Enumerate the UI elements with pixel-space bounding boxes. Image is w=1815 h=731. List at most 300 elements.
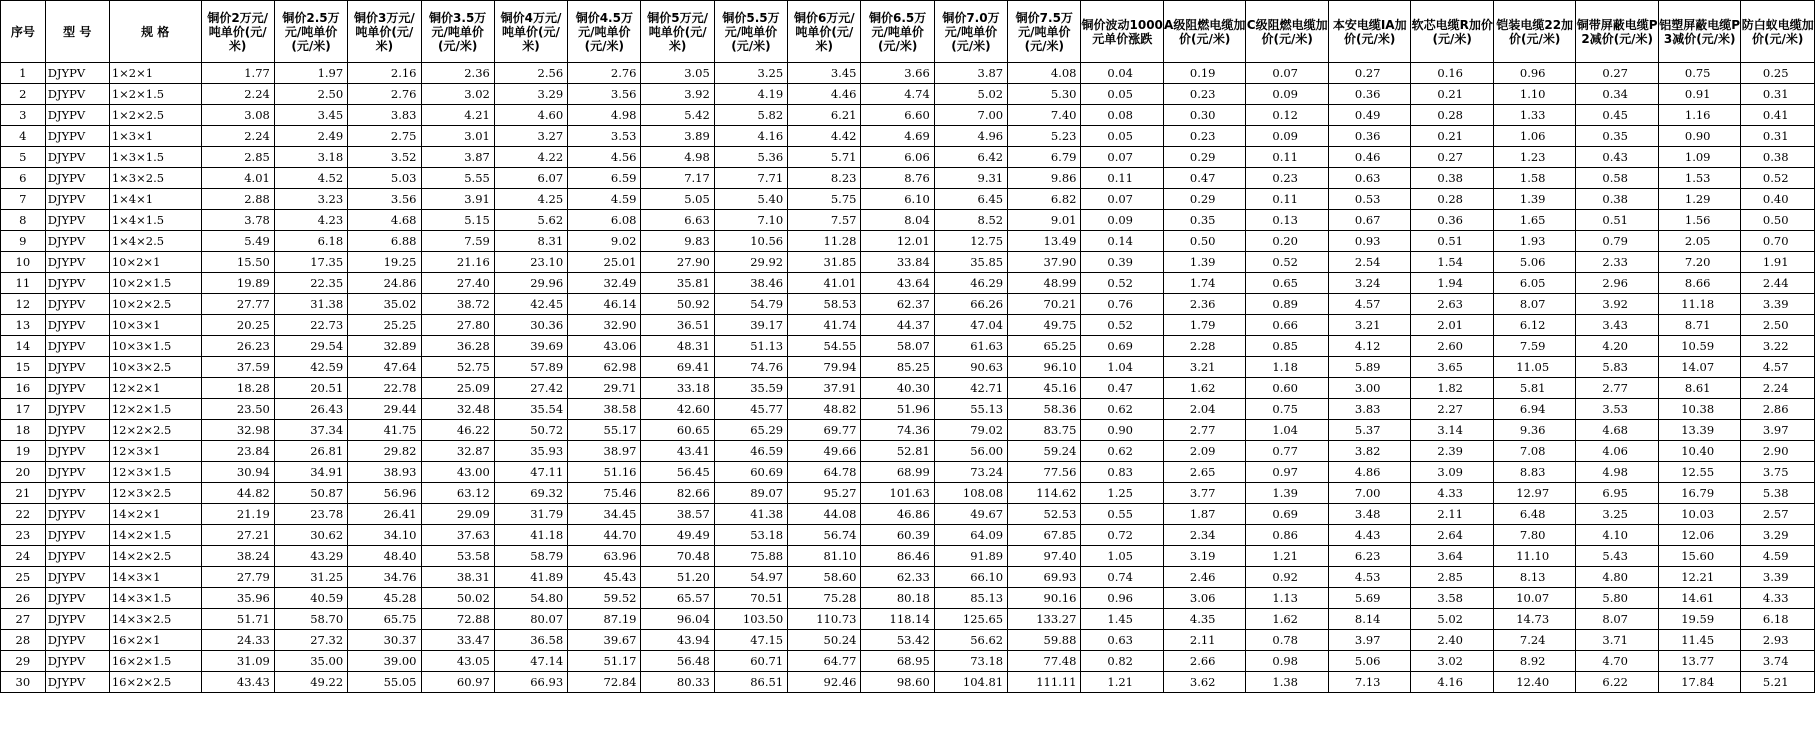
- table-cell: 68.95: [861, 651, 934, 672]
- table-row: [1, 588, 1815, 609]
- table-cell: 2.36: [1163, 294, 1246, 315]
- table-cell: 0.63: [1081, 630, 1164, 651]
- table-cell: 90.16: [1008, 588, 1081, 609]
- table-cell: 0.41: [1741, 105, 1815, 126]
- table-row: [1, 189, 1815, 210]
- table-cell: 27.80: [421, 315, 494, 336]
- table-cell: 55.05: [348, 672, 421, 693]
- table-cell: 3.58: [1411, 588, 1494, 609]
- table-cell: 44.70: [568, 525, 641, 546]
- table-cell: 15.50: [201, 252, 274, 273]
- table-cell: 17.35: [274, 252, 347, 273]
- table-cell: 0.35: [1576, 126, 1659, 147]
- table-cell: 19.59: [1658, 609, 1741, 630]
- table-cell: 1.54: [1411, 252, 1494, 273]
- table-cell: 33.84: [861, 252, 934, 273]
- table-cell: 3.01: [421, 126, 494, 147]
- table-cell: 0.79: [1576, 231, 1659, 252]
- model-cell: DJYPV: [45, 441, 109, 462]
- table-cell: 3.97: [1741, 420, 1815, 441]
- table-cell: 41.38: [714, 504, 787, 525]
- table-cell: 14.73: [1493, 609, 1576, 630]
- table-cell: 26.23: [201, 336, 274, 357]
- model-cell: DJYPV: [45, 294, 109, 315]
- table-cell: 3.00: [1328, 378, 1411, 399]
- table-row: [1, 105, 1815, 126]
- table-header: [1, 1, 1815, 63]
- spec-cell: 10×2×1.5: [109, 273, 201, 294]
- table-cell: 0.50: [1741, 210, 1815, 231]
- table-cell: 0.16: [1411, 63, 1494, 84]
- table-cell: 0.86: [1246, 525, 1329, 546]
- table-cell: 4.21: [421, 105, 494, 126]
- table-cell: 54.97: [714, 567, 787, 588]
- table-cell: 27.32: [274, 630, 347, 651]
- table-cell: 2.66: [1163, 651, 1246, 672]
- table-cell: 0.52: [1741, 168, 1815, 189]
- table-cell: 2.60: [1411, 336, 1494, 357]
- table-row: [1, 126, 1815, 147]
- table-cell: 1.18: [1246, 357, 1329, 378]
- row-index-cell: 27: [1, 609, 46, 630]
- table-cell: 8.14: [1328, 609, 1411, 630]
- table-cell: 48.31: [641, 336, 714, 357]
- table-cell: 56.00: [934, 441, 1007, 462]
- table-cell: 4.19: [714, 84, 787, 105]
- table-cell: 3.92: [641, 84, 714, 105]
- table-row: [1, 462, 1815, 483]
- table-cell: 7.00: [1328, 483, 1411, 504]
- table-row: [1, 609, 1815, 630]
- table-cell: 6.48: [1493, 504, 1576, 525]
- table-cell: 4.57: [1328, 294, 1411, 315]
- table-cell: 11.28: [788, 231, 861, 252]
- row-index-cell: 15: [1, 357, 46, 378]
- table-cell: 19.89: [201, 273, 274, 294]
- table-cell: 3.87: [934, 63, 1007, 84]
- table-cell: 4.59: [568, 189, 641, 210]
- table-cell: 125.65: [934, 609, 1007, 630]
- table-cell: 36.28: [421, 336, 494, 357]
- table-cell: 39.69: [494, 336, 567, 357]
- table-row: [1, 84, 1815, 105]
- table-cell: 4.68: [1576, 420, 1659, 441]
- table-cell: 0.07: [1246, 63, 1329, 84]
- table-cell: 0.36: [1411, 210, 1494, 231]
- table-cell: 55.13: [934, 399, 1007, 420]
- table-cell: 2.64: [1411, 525, 1494, 546]
- table-cell: 4.16: [714, 126, 787, 147]
- table-cell: 41.89: [494, 567, 567, 588]
- table-cell: 13.39: [1658, 420, 1741, 441]
- row-index-cell: 24: [1, 546, 46, 567]
- table-cell: 39.00: [348, 651, 421, 672]
- table-cell: 3.45: [788, 63, 861, 84]
- table-cell: 40.30: [861, 378, 934, 399]
- table-cell: 10.38: [1658, 399, 1741, 420]
- table-cell: 0.27: [1411, 147, 1494, 168]
- table-cell: 60.65: [641, 420, 714, 441]
- table-cell: 95.27: [788, 483, 861, 504]
- table-cell: 37.90: [1008, 252, 1081, 273]
- table-cell: 2.24: [201, 126, 274, 147]
- table-cell: 52.75: [421, 357, 494, 378]
- table-cell: 0.31: [1741, 84, 1815, 105]
- table-cell: 14.07: [1658, 357, 1741, 378]
- table-cell: 5.82: [714, 105, 787, 126]
- model-cell: DJYPV: [45, 273, 109, 294]
- table-cell: 50.87: [274, 483, 347, 504]
- table-cell: 31.85: [788, 252, 861, 273]
- table-cell: 6.94: [1493, 399, 1576, 420]
- table-cell: 108.08: [934, 483, 1007, 504]
- table-cell: 98.60: [861, 672, 934, 693]
- table-cell: 48.99: [1008, 273, 1081, 294]
- table-cell: 57.89: [494, 357, 567, 378]
- table-cell: 51.71: [201, 609, 274, 630]
- column-header: 软芯电缆R加价(元/米): [1411, 1, 1494, 63]
- table-cell: 0.09: [1246, 126, 1329, 147]
- table-cell: 1.77: [201, 63, 274, 84]
- column-header: 铜价6万元/吨单价(元/米): [788, 1, 861, 63]
- table-cell: 70.51: [714, 588, 787, 609]
- table-cell: 35.96: [201, 588, 274, 609]
- table-cell: 47.14: [494, 651, 567, 672]
- table-cell: 7.71: [714, 168, 787, 189]
- table-cell: 43.94: [641, 630, 714, 651]
- table-cell: 4.69: [861, 126, 934, 147]
- table-cell: 38.58: [568, 399, 641, 420]
- table-cell: 101.63: [861, 483, 934, 504]
- table-cell: 6.63: [641, 210, 714, 231]
- table-cell: 4.98: [568, 105, 641, 126]
- table-cell: 32.89: [348, 336, 421, 357]
- column-header: 铜价波动1000元单价涨跌: [1081, 1, 1164, 63]
- row-index-cell: 23: [1, 525, 46, 546]
- table-cell: 8.52: [934, 210, 1007, 231]
- table-cell: 5.06: [1328, 651, 1411, 672]
- table-row: [1, 231, 1815, 252]
- spec-cell: 1×3×2.5: [109, 168, 201, 189]
- spec-cell: 1×2×1.5: [109, 84, 201, 105]
- table-cell: 6.18: [1741, 609, 1815, 630]
- table-cell: 0.25: [1741, 63, 1815, 84]
- table-cell: 31.79: [494, 504, 567, 525]
- table-cell: 0.47: [1163, 168, 1246, 189]
- table-cell: 0.97: [1246, 462, 1329, 483]
- table-cell: 6.45: [934, 189, 1007, 210]
- table-cell: 6.18: [274, 231, 347, 252]
- table-cell: 5.02: [934, 84, 1007, 105]
- table-cell: 26.81: [274, 441, 347, 462]
- table-cell: 44.82: [201, 483, 274, 504]
- table-cell: 5.81: [1493, 378, 1576, 399]
- table-cell: 80.18: [861, 588, 934, 609]
- table-cell: 25.09: [421, 378, 494, 399]
- table-cell: 53.42: [861, 630, 934, 651]
- model-cell: DJYPV: [45, 630, 109, 651]
- table-cell: 1.45: [1081, 609, 1164, 630]
- table-cell: 1.74: [1163, 273, 1246, 294]
- table-cell: 6.21: [788, 105, 861, 126]
- table-cell: 8.07: [1576, 609, 1659, 630]
- table-cell: 16.79: [1658, 483, 1741, 504]
- table-cell: 0.11: [1246, 189, 1329, 210]
- table-cell: 38.24: [201, 546, 274, 567]
- column-header: 铜价4万元/吨单价(元/米): [494, 1, 567, 63]
- row-index-cell: 22: [1, 504, 46, 525]
- table-cell: 4.56: [568, 147, 641, 168]
- table-cell: 42.71: [934, 378, 1007, 399]
- table-cell: 2.34: [1163, 525, 1246, 546]
- table-cell: 20.51: [274, 378, 347, 399]
- table-cell: 9.83: [641, 231, 714, 252]
- table-cell: 1.10: [1493, 84, 1576, 105]
- table-cell: 0.52: [1081, 315, 1164, 336]
- table-cell: 114.62: [1008, 483, 1081, 504]
- table-cell: 58.60: [788, 567, 861, 588]
- table-cell: 10.40: [1658, 441, 1741, 462]
- table-cell: 37.34: [274, 420, 347, 441]
- table-cell: 97.40: [1008, 546, 1081, 567]
- table-cell: 10.56: [714, 231, 787, 252]
- table-cell: 3.91: [421, 189, 494, 210]
- table-cell: 0.77: [1246, 441, 1329, 462]
- table-cell: 8.83: [1493, 462, 1576, 483]
- table-cell: 0.75: [1246, 399, 1329, 420]
- table-cell: 7.08: [1493, 441, 1576, 462]
- table-cell: 43.64: [861, 273, 934, 294]
- table-cell: 43.41: [641, 441, 714, 462]
- column-header: 铜价7.5万元/吨单价(元/米): [1008, 1, 1081, 63]
- model-cell: DJYPV: [45, 231, 109, 252]
- table-cell: 0.45: [1576, 105, 1659, 126]
- table-cell: 0.09: [1081, 210, 1164, 231]
- table-row: [1, 273, 1815, 294]
- table-cell: 60.97: [421, 672, 494, 693]
- column-header: 铝塑屏蔽电缆P3减价(元/米): [1658, 1, 1741, 63]
- table-cell: 0.69: [1081, 336, 1164, 357]
- table-cell: 49.22: [274, 672, 347, 693]
- table-cell: 56.96: [348, 483, 421, 504]
- table-cell: 2.65: [1163, 462, 1246, 483]
- table-cell: 9.01: [1008, 210, 1081, 231]
- table-row: [1, 546, 1815, 567]
- table-cell: 0.67: [1328, 210, 1411, 231]
- table-cell: 1.93: [1493, 231, 1576, 252]
- table-cell: 35.85: [934, 252, 1007, 273]
- column-header: 序号: [1, 1, 46, 63]
- table-cell: 3.78: [201, 210, 274, 231]
- table-cell: 6.59: [568, 168, 641, 189]
- table-cell: 12.40: [1493, 672, 1576, 693]
- table-cell: 35.02: [348, 294, 421, 315]
- table-cell: 41.01: [788, 273, 861, 294]
- spec-cell: 14×2×1: [109, 504, 201, 525]
- table-cell: 0.38: [1576, 189, 1659, 210]
- table-cell: 2.11: [1411, 504, 1494, 525]
- table-cell: 30.94: [201, 462, 274, 483]
- table-cell: 60.71: [714, 651, 787, 672]
- table-cell: 3.87: [421, 147, 494, 168]
- table-cell: 4.43: [1328, 525, 1411, 546]
- table-cell: 0.39: [1081, 252, 1164, 273]
- table-cell: 0.05: [1081, 84, 1164, 105]
- table-cell: 38.57: [641, 504, 714, 525]
- table-cell: 86.46: [861, 546, 934, 567]
- row-index-cell: 11: [1, 273, 46, 294]
- row-index-cell: 9: [1, 231, 46, 252]
- table-cell: 0.07: [1081, 189, 1164, 210]
- column-header: 铜价3万元/吨单价(元/米): [348, 1, 421, 63]
- row-index-cell: 17: [1, 399, 46, 420]
- spec-cell: 1×3×1: [109, 126, 201, 147]
- table-cell: 29.82: [348, 441, 421, 462]
- table-cell: 43.29: [274, 546, 347, 567]
- row-index-cell: 29: [1, 651, 46, 672]
- table-cell: 69.93: [1008, 567, 1081, 588]
- table-cell: 12.21: [1658, 567, 1741, 588]
- table-cell: 3.29: [494, 84, 567, 105]
- table-cell: 29.92: [714, 252, 787, 273]
- table-cell: 0.05: [1081, 126, 1164, 147]
- table-cell: 64.09: [934, 525, 1007, 546]
- table-cell: 75.88: [714, 546, 787, 567]
- table-cell: 4.12: [1328, 336, 1411, 357]
- table-cell: 4.53: [1328, 567, 1411, 588]
- table-cell: 51.13: [714, 336, 787, 357]
- table-cell: 0.07: [1081, 147, 1164, 168]
- table-cell: 20.25: [201, 315, 274, 336]
- table-cell: 56.45: [641, 462, 714, 483]
- table-cell: 5.80: [1576, 588, 1659, 609]
- table-cell: 6.07: [494, 168, 567, 189]
- table-cell: 3.29: [1741, 525, 1815, 546]
- table-cell: 3.14: [1411, 420, 1494, 441]
- table-cell: 0.90: [1081, 420, 1164, 441]
- spec-cell: 1×4×1.5: [109, 210, 201, 231]
- table-cell: 36.58: [494, 630, 567, 651]
- table-cell: 33.47: [421, 630, 494, 651]
- table-cell: 4.25: [494, 189, 567, 210]
- table-row: [1, 147, 1815, 168]
- table-cell: 3.21: [1163, 357, 1246, 378]
- table-cell: 4.96: [934, 126, 1007, 147]
- table-cell: 15.60: [1658, 546, 1741, 567]
- table-cell: 5.30: [1008, 84, 1081, 105]
- table-cell: 1.09: [1658, 147, 1741, 168]
- table-cell: 1.56: [1658, 210, 1741, 231]
- model-cell: DJYPV: [45, 168, 109, 189]
- table-cell: 7.17: [641, 168, 714, 189]
- table-cell: 50.24: [788, 630, 861, 651]
- table-cell: 32.48: [421, 399, 494, 420]
- table-cell: 48.82: [788, 399, 861, 420]
- table-cell: 35.93: [494, 441, 567, 462]
- spec-cell: 12×2×2.5: [109, 420, 201, 441]
- table-cell: 45.16: [1008, 378, 1081, 399]
- spec-cell: 10×3×1.5: [109, 336, 201, 357]
- column-header: 铜价2.5万元/吨单价(元/米): [274, 1, 347, 63]
- table-cell: 73.18: [934, 651, 1007, 672]
- table-cell: 48.40: [348, 546, 421, 567]
- model-cell: DJYPV: [45, 399, 109, 420]
- table-cell: 1.21: [1081, 672, 1164, 693]
- table-cell: 42.59: [274, 357, 347, 378]
- table-cell: 80.07: [494, 609, 567, 630]
- table-cell: 54.79: [714, 294, 787, 315]
- table-cell: 50.92: [641, 294, 714, 315]
- table-cell: 11.45: [1658, 630, 1741, 651]
- table-cell: 2.24: [1741, 378, 1815, 399]
- table-cell: 4.80: [1576, 567, 1659, 588]
- column-header: 防白蚁电缆加价(元/米): [1741, 1, 1815, 63]
- row-index-cell: 26: [1, 588, 46, 609]
- column-header: 型 号: [45, 1, 109, 63]
- table-cell: 0.40: [1741, 189, 1815, 210]
- table-cell: 0.11: [1246, 147, 1329, 168]
- spec-cell: 16×2×1.5: [109, 651, 201, 672]
- table-cell: 2.96: [1576, 273, 1659, 294]
- table-cell: 7.00: [934, 105, 1007, 126]
- table-cell: 11.05: [1493, 357, 1576, 378]
- row-index-cell: 18: [1, 420, 46, 441]
- table-cell: 30.36: [494, 315, 567, 336]
- row-index-cell: 28: [1, 630, 46, 651]
- table-cell: 0.35: [1163, 210, 1246, 231]
- spec-cell: 1×2×2.5: [109, 105, 201, 126]
- spec-cell: 10×3×2.5: [109, 357, 201, 378]
- table-cell: 0.20: [1246, 231, 1329, 252]
- table-cell: 5.21: [1741, 672, 1815, 693]
- spec-cell: 10×3×1: [109, 315, 201, 336]
- table-cell: 27.90: [641, 252, 714, 273]
- table-cell: 1.04: [1246, 420, 1329, 441]
- table-cell: 4.70: [1576, 651, 1659, 672]
- table-cell: 0.75: [1658, 63, 1741, 84]
- table-cell: 3.02: [1411, 651, 1494, 672]
- table-cell: 69.77: [788, 420, 861, 441]
- table-cell: 1.04: [1081, 357, 1164, 378]
- table-cell: 0.58: [1576, 168, 1659, 189]
- table-cell: 0.66: [1246, 315, 1329, 336]
- table-cell: 5.37: [1328, 420, 1411, 441]
- model-cell: DJYPV: [45, 546, 109, 567]
- table-cell: 3.21: [1328, 315, 1411, 336]
- column-header: 铜价2万元/吨单价(元/米): [201, 1, 274, 63]
- column-header: 规 格: [109, 1, 201, 63]
- table-cell: 0.51: [1411, 231, 1494, 252]
- table-cell: 38.72: [421, 294, 494, 315]
- model-cell: DJYPV: [45, 504, 109, 525]
- header-row: [1, 1, 1815, 63]
- table-cell: 11.18: [1658, 294, 1741, 315]
- table-cell: 0.13: [1246, 210, 1329, 231]
- table-cell: 58.07: [861, 336, 934, 357]
- table-cell: 0.96: [1081, 588, 1164, 609]
- table-cell: 75.28: [788, 588, 861, 609]
- table-cell: 3.25: [714, 63, 787, 84]
- table-cell: 4.01: [201, 168, 274, 189]
- table-cell: 12.01: [861, 231, 934, 252]
- table-cell: 17.84: [1658, 672, 1741, 693]
- model-cell: DJYPV: [45, 147, 109, 168]
- table-cell: 22.73: [274, 315, 347, 336]
- table-cell: 0.62: [1081, 399, 1164, 420]
- table-cell: 32.87: [421, 441, 494, 462]
- table-cell: 8.71: [1658, 315, 1741, 336]
- row-index-cell: 1: [1, 63, 46, 84]
